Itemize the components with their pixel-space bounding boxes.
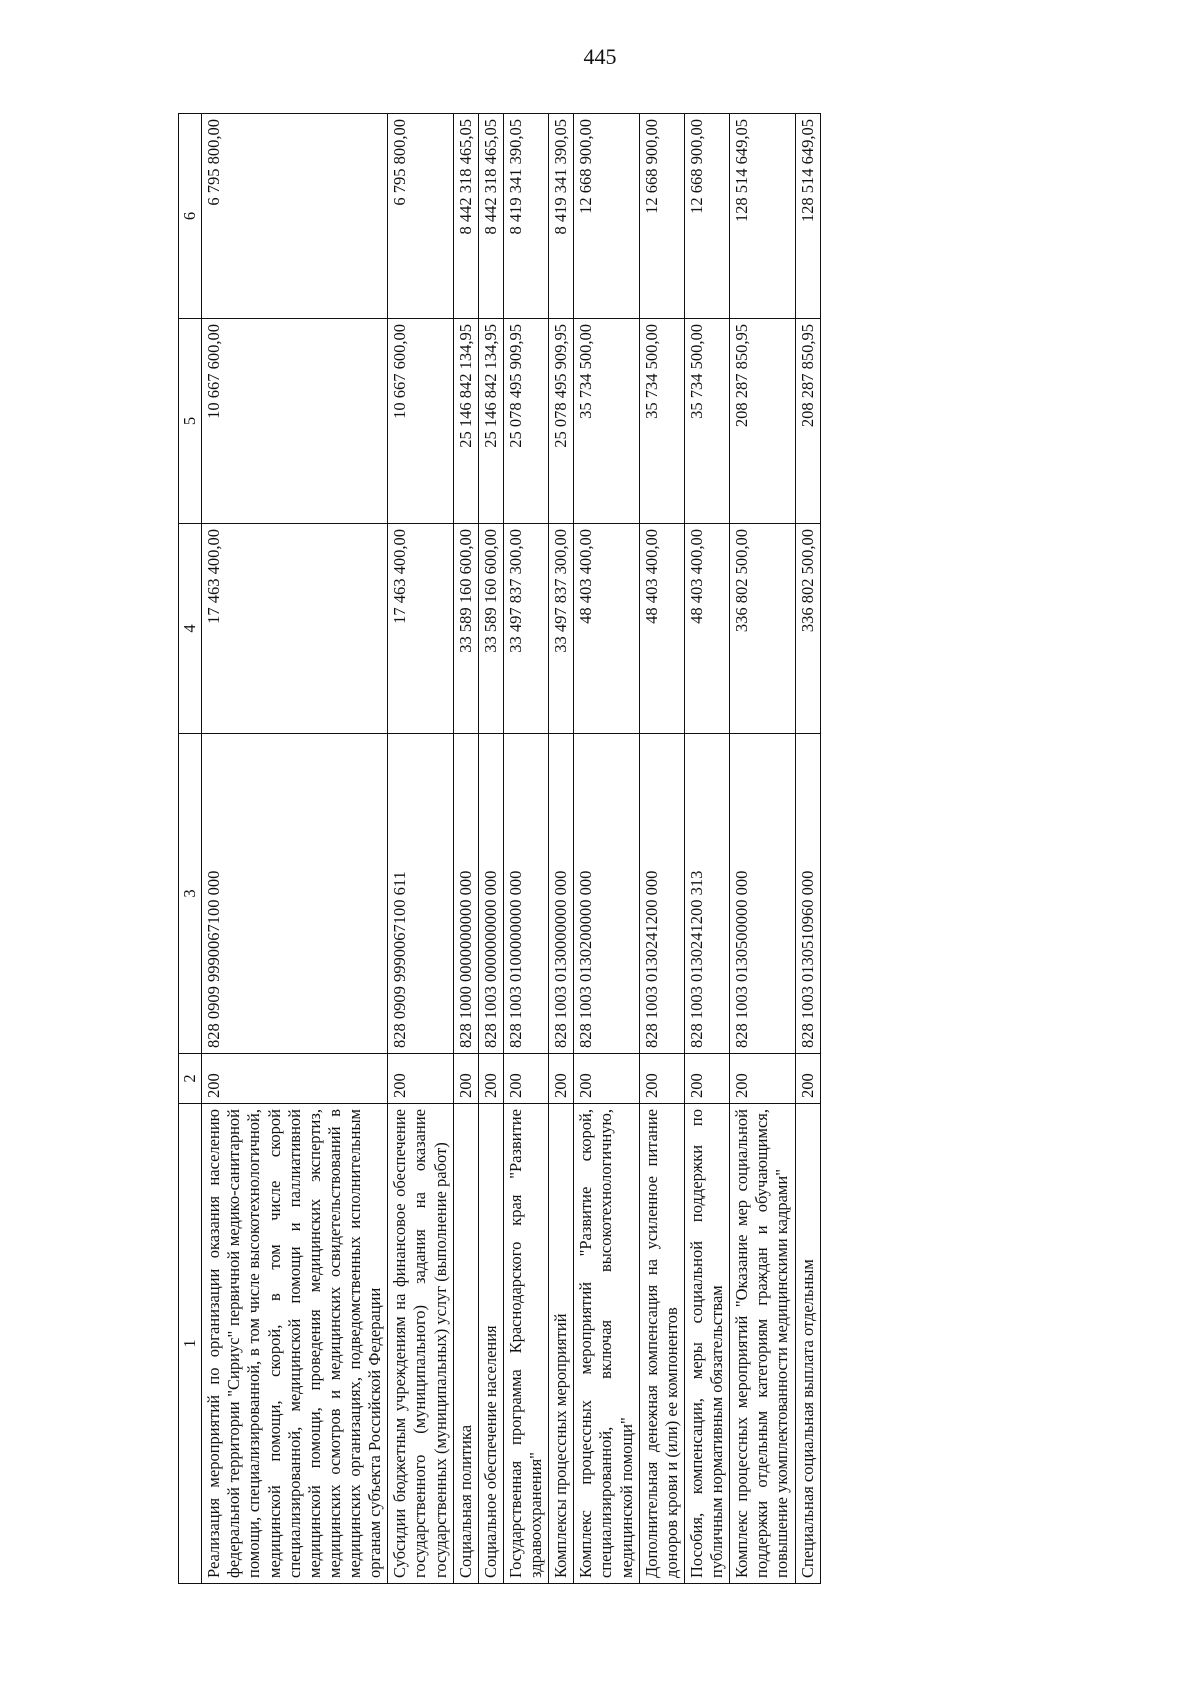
row-kbk: 828 0909 9990067100 611 [388, 734, 453, 1054]
row-kbk: 828 1003 0130200000 000 [574, 734, 639, 1054]
row-value-5: 10 667 600,00 [388, 319, 453, 524]
row-value-4: 33 497 837 300,00 [549, 524, 574, 734]
row-name: Пособия, компенсации, меры социальной поддержки по публичным нормативным обязательствам [684, 1104, 729, 1584]
table-row [549, 114, 574, 1584]
row-value-5: 10 667 600,00 [202, 319, 388, 524]
row-kbk: 828 1003 0130241200 000 [639, 734, 684, 1054]
header-cell-2: 2 [179, 1054, 202, 1104]
row-value-4: 48 403 400,00 [684, 524, 729, 734]
page-number: 445 [583, 44, 617, 69]
row-code: 200 [574, 1054, 639, 1104]
row-code: 200 [453, 1054, 478, 1104]
row-value-6: 128 514 649,05 [730, 114, 795, 319]
row-name: Субсидии бюджетным учреждениям на финансовое обеспечение государственного (муниципального) задания на оказание государственных (муниципальных) услуг (выполнение работ) [388, 1104, 453, 1584]
table-row [453, 114, 478, 1584]
row-value-5: 25 146 842 134,95 [478, 319, 503, 524]
table-row [795, 114, 820, 1584]
row-value-6: 8 442 318 465,05 [453, 114, 478, 319]
row-value-6: 128 514 649,05 [795, 114, 820, 319]
row-name: Реализация мероприятий по организации оказания населению федеральной территории "Сириус" первичной медико-санитарной помощи, специализированной, в том числе высокотехнологичной, медицинской помощи, скорой, в том числе скорой специализированной, медицинской помощи и паллиативной медицинской помощи, проведения медицинских экспертиз, медицинских осмотров и медицинских освидетельствований в медицинских организациях, подведомственных исполнительным органам субъекта Российской Федерации [202, 1104, 388, 1584]
row-code: 200 [478, 1054, 503, 1104]
header-cell-5: 5 [179, 319, 202, 524]
row-name: Комплексы процессных мероприятий [549, 1104, 574, 1584]
row-value-4: 336 802 500,00 [730, 524, 795, 734]
table-row [574, 114, 639, 1584]
row-value-6: 12 668 900,00 [684, 114, 729, 319]
row-value-5: 25 146 842 134,95 [453, 319, 478, 524]
row-code: 200 [795, 1054, 820, 1104]
row-value-6: 8 419 341 390,05 [549, 114, 574, 319]
row-value-4: 336 802 500,00 [795, 524, 820, 734]
table-row [388, 114, 453, 1584]
row-value-5: 25 078 495 909,95 [549, 319, 574, 524]
row-kbk: 828 1003 0130000000 000 [549, 734, 574, 1054]
row-value-5: 35 734 500,00 [684, 319, 729, 524]
row-value-6: 12 668 900,00 [574, 114, 639, 319]
row-name: Комплекс процессных мероприятий "Оказание мер социальной поддержки отдельным категориям граждан и обучающимся, повышение укомплектованности медицинскими кадрами" [730, 1104, 795, 1584]
row-code: 200 [684, 1054, 729, 1104]
table-row [503, 114, 548, 1584]
row-value-6: 8 442 318 465,05 [478, 114, 503, 319]
header-cell-3: 3 [179, 734, 202, 1054]
row-value-5: 208 287 850,95 [730, 319, 795, 524]
row-name: Дополнительная денежная компенсация на усиленное питание доноров крови и (или) ее компонентов [639, 1104, 684, 1584]
row-kbk: 828 1003 0100000000 000 [503, 734, 548, 1054]
header-cell-4: 4 [179, 524, 202, 734]
header-cell-6: 6 [179, 114, 202, 319]
row-value-4: 33 497 837 300,00 [503, 524, 548, 734]
row-value-4: 33 589 160 600,00 [453, 524, 478, 734]
row-code: 200 [503, 1054, 548, 1104]
row-name: Социальное обеспечение населения [478, 1104, 503, 1584]
budget-table [178, 113, 821, 1584]
header-cell-1: 1 [179, 1104, 202, 1584]
row-value-5: 208 287 850,95 [795, 319, 820, 524]
row-value-5: 25 078 495 909,95 [503, 319, 548, 524]
row-kbk: 828 1000 0000000000 000 [453, 734, 478, 1054]
row-value-4: 17 463 400,00 [388, 524, 453, 734]
row-code: 200 [730, 1054, 795, 1104]
rotated-table-container [178, 114, 1058, 1584]
table-row [684, 114, 729, 1584]
row-value-5: 35 734 500,00 [574, 319, 639, 524]
table-row [478, 114, 503, 1584]
row-name: Социальная политика [453, 1104, 478, 1584]
row-value-4: 48 403 400,00 [574, 524, 639, 734]
row-value-4: 33 589 160 600,00 [478, 524, 503, 734]
row-kbk: 828 1003 0130241200 313 [684, 734, 729, 1054]
row-name: Комплекс процессных мероприятий "Развитие скорой, специализированной, включая высокотехнологичную, медицинской помощи" [574, 1104, 639, 1584]
row-value-5: 35 734 500,00 [639, 319, 684, 524]
row-value-6: 6 795 800,00 [202, 114, 388, 319]
row-kbk: 828 0909 9990067100 000 [202, 734, 388, 1054]
row-value-6: 6 795 800,00 [388, 114, 453, 319]
row-code: 200 [639, 1054, 684, 1104]
row-value-4: 48 403 400,00 [639, 524, 684, 734]
row-code: 200 [202, 1054, 388, 1104]
header-row [179, 114, 202, 1584]
row-kbk: 828 1003 0130500000 000 [730, 734, 795, 1054]
row-code: 200 [549, 1054, 574, 1104]
row-kbk: 828 1003 0130510960 000 [795, 734, 820, 1054]
row-value-4: 17 463 400,00 [202, 524, 388, 734]
row-code: 200 [388, 1054, 453, 1104]
row-kbk: 828 1003 0000000000 000 [478, 734, 503, 1054]
row-value-6: 12 668 900,00 [639, 114, 684, 319]
table-row [202, 114, 388, 1584]
table-row [730, 114, 795, 1584]
row-name: Специальная социальная выплата отдельным [795, 1104, 820, 1584]
table-row [639, 114, 684, 1584]
row-name: Государственная программа Краснодарского края "Развитие здравоохранения" [503, 1104, 548, 1584]
row-value-6: 8 419 341 390,05 [503, 114, 548, 319]
